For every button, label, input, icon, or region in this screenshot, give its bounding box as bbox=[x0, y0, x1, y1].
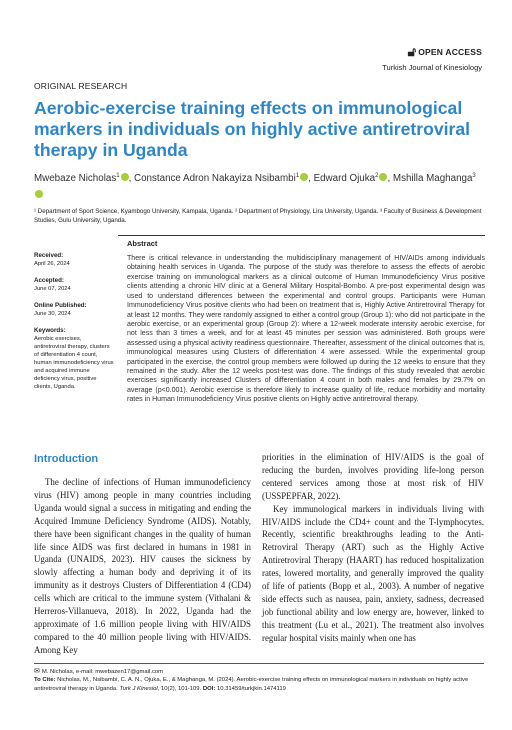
author-list: Mwebaze Nicholas$^1$ , Constance Adron Nakayiza Nsibambi$^1$ , Edward Ojuka$^2$ , Mshilla Maghanga$^3$ bbox=[34, 168, 484, 204]
abstract-text: There is critical relevance in understanding the multidisciplinary management of HIV/AIDs among individuals obtaining health services in Uganda. The purpose of the study was therefore to assess the effects of aerobic exercise training on immunological markers as a clinical outcome of Human Immunodeficiency Virus positive clients attending a chronic HIV clinic at a General Military Hospital-Bombo. A pre-post experimental design was used to understand differences between the experimental and control groups. Participants were Human Immunodeficiency Virus positive clients who had been on treatment that is, Highly Active Antiretroviral Therapy for at least 12 months. They were randomly assigned to either a control group (Group 1): who did not participate in the aerobic exercise, or an experimental group (Group 2): where a 12-week moderate intensity aerobic exercise, for not less than 3 times a week, and for at least 45 minutes per session was administered. Both groups were assessed using a physical activity readiness questionnaire. Thereafter, assessment of the clinical outcomes that is, immunological measures using Clusters of differentiation 4 were assessed. While the experimental group participated in the exercise, the control group members were followed up during the 12 weeks to ensure that they remained in the study. After the 12 weeks post-test was done. The findings of this study revealed that aerobic exercises significantly increased Clusters of differentiation 4 count in both males and females by 29.7% on average (p<0.001). Aerobic exercise is therefore likely to increase quality of life, reduce morbidity and mortality rates in Human Immunodeficiency Virus positive clients on Highly active antiretroviral therapy. bbox=[127, 255, 485, 404]
accepted-label: Accepted: bbox=[34, 277, 64, 284]
abstract-heading: Abstract bbox=[127, 239, 158, 248]
author[interactable]: Mwebaze Nicholas$^1$ bbox=[34, 173, 129, 184]
published-date: June 30, 2024 bbox=[34, 311, 71, 317]
author[interactable]: Mshilla Maghanga$^3$ bbox=[34, 173, 476, 201]
footer-divider bbox=[34, 663, 484, 664]
body-column-left bbox=[34, 476, 251, 657]
paragraph: Key immunological markers in individuals living with HIV/AIDS include the CD4+ count and the T-lymphocytes. Recently, scientific breakthroughs leading to the Anti-Retroviral Therapy (ART) such as the Highly Active Antiretroviral Therapy (HAART) has reduced hospitalization rates, lowered mortality, and generally improved the quality of life of patients (Bopp et al., 2003). A number of negative side effects such as nausea, pain, anxiety, sadness, decreased job functional ability and low energy are, however, linked to this treatment (Lu et al., 2021). The treatment also involves regular hospital visits mainly when one has bbox=[262, 503, 484, 643]
orcid-icon[interactable] bbox=[300, 173, 308, 181]
journal-name: Turkish Journal of Kinesiology bbox=[382, 63, 482, 72]
abstract bbox=[118, 235, 485, 405]
citation: To Cite: Nicholas, M., Nsibambi, C. A. N., Ojuka, E., & Maghanga, M. (2024). Aerobic-exercise training effects on immunological markers in individuals on highly active antiretroviral therapy in Uganda. Turk J Kinesiol, 10(2), 101-109. DOI: 10.31459/turkjkin.1474119 bbox=[34, 677, 469, 692]
open-access-block bbox=[382, 44, 482, 72]
keywords-label: Keywords: bbox=[34, 327, 66, 334]
received-date: April 26, 2024 bbox=[34, 261, 70, 267]
article-title: Aerobic-exercise training effects on immunological markers in individuals on highly active antiretroviral therapy in Uganda bbox=[34, 98, 471, 160]
keywords: Aerobic exercises, antiretroviral therapy, clusters of differentiation 4 count, human immunodeficiency virus and acquired immune deficiency virus, positive clients, Uganda. bbox=[34, 336, 114, 390]
affiliations: ¹ Department of Sport Science, Kyambogo University, Kampala, Uganda. ² Department of Physiology, Lira University, Uganda. ³ Faculty of Business & Development Studies, Gulu University, Uganda. bbox=[34, 208, 482, 224]
corresponding-email[interactable]: ✉︎ M. Nicholas, e-mail: mwebazen17@gmail.com bbox=[34, 668, 164, 675]
published-label: Online Published: bbox=[34, 302, 87, 309]
accepted-date: June 07, 2024 bbox=[34, 286, 71, 292]
open-access-label: OPEN ACCESS bbox=[418, 47, 482, 57]
open-lock-icon: 🔓︎ bbox=[407, 44, 417, 59]
article-meta bbox=[34, 252, 114, 400]
section-label: ORIGINAL RESEARCH bbox=[34, 81, 128, 91]
orcid-icon[interactable] bbox=[35, 190, 43, 198]
paragraph: The decline of infections of Human immunodeficiency virus (HIV) among people in many countries including Uganda would signal a success in mitigating and ending the Acquired Immune Deficiency Syndrome (AIDS). Notably, there have been significant changes in the quality of human life since AIDS was first declared in humans in 1981 in Uganda (UNAIDS, 2023). HIV causes the sickness by slowly affecting a human body and depriving it of its immunity as it destroys Clusters of Differentiation 4 (CD4) cells which are critical to the immune system (Vithalani & Herreros-Villanueva, 2018). In 2022, Uganda had the approximate of 1.6 million people living with HIV/AIDS compared to the 40 million people living with HIV/AIDS. Among Key bbox=[34, 477, 251, 655]
doi-link[interactable]: 10.31459/turkjkin.1474119 bbox=[216, 685, 286, 692]
body-column-right bbox=[262, 451, 484, 645]
footer bbox=[34, 668, 484, 693]
introduction-heading: Introduction bbox=[34, 453, 99, 465]
received-label: Received: bbox=[34, 252, 64, 259]
author[interactable]: Edward Ojuka$^2$ bbox=[314, 173, 388, 184]
author[interactable]: Constance Adron Nakayiza Nsibambi$^1$ bbox=[134, 173, 308, 184]
paragraph: priorities in the elimination of HIV/AIDS is the goal of reducing the burden, involves providing life-long person centered services among those at most risk of HIV (USSPEPFAR, 2022). bbox=[262, 452, 484, 501]
envelope-icon: ✉︎ bbox=[34, 668, 40, 675]
orcid-icon[interactable] bbox=[121, 173, 129, 181]
abstract-divider bbox=[118, 235, 485, 236]
